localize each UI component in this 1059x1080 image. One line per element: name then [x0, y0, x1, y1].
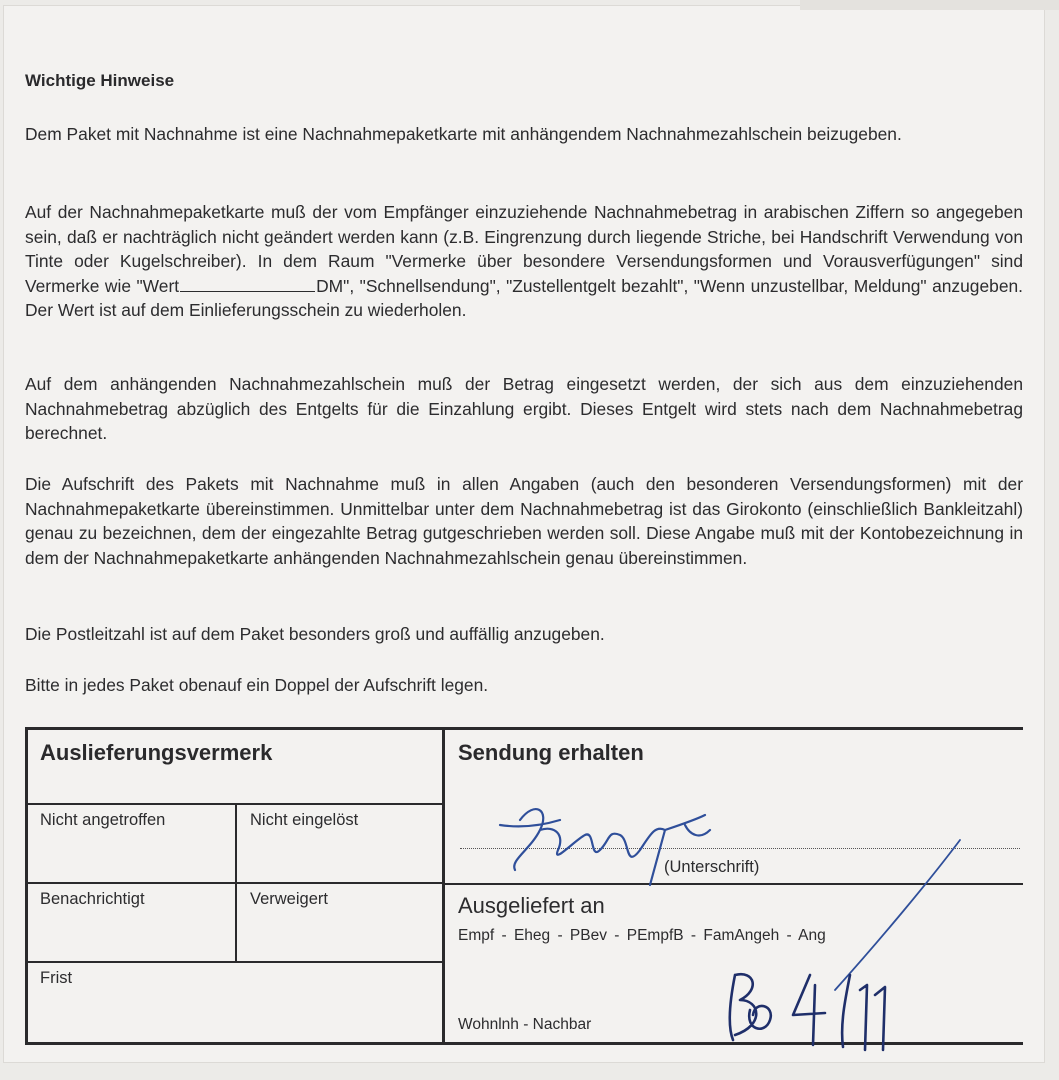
unterschrift-label: (Unterschrift) [664, 858, 760, 876]
paragraph-2-part-2: DM", "Schnellsendung", "Zustellentgelt bezahlt", "Wenn unzustellbar, Meldung" anzugeben. Der Wert ist auf dem Einlieferungsschein zu wiederholen. [25, 275, 1023, 320]
signature-line [460, 848, 1020, 849]
paragraph-5: Die Postleitzahl ist auf dem Paket besonders groß und auffällig anzugeben. [25, 624, 605, 644]
nicht-eingeloest-label: Nicht eingelöst [250, 811, 359, 829]
auslieferungsvermerk-title: Auslieferungsvermerk [40, 740, 273, 765]
wohninh-nachbar-label: Wohnlnh - Nachbar [458, 1016, 592, 1033]
paragraph-1: Dem Paket mit Nachnahme ist eine Nachnahmepaketkarte mit anhängendem Nachnahmezahlschein beizugeben. [25, 124, 902, 144]
wert-blank-line [180, 277, 315, 292]
nicht-angetroffen-label: Nicht angetroffen [40, 811, 166, 829]
paragraph-4: Die Aufschrift des Pakets mit Nachnahme muß in allen Angaben (auch den besonderen Versendungsformen) mit der Nachnahmepaketkarte übereinstimmen. Unmittelbar unter dem Nachnahmebetrag ist das Girokonto (einschließlich Bankleitzahl) genau zu bezeichnen, dem der eingezahlte Betrag gutgeschrieben werden soll. Diese Angabe muß mit der Kontobezeichnung in dem der Nachnahmepaketkarte anhängenden Nachnahmezahlschein genau übereinstimmen. [25, 474, 1023, 568]
ausgeliefert-an-label: Ausgeliefert an [458, 893, 605, 918]
form-left-col-divider [235, 803, 237, 962]
form-top-border [25, 727, 1023, 730]
paragraph-3: Auf dem anhängenden Nachnahmezahlschein muß der Betrag eingesetzt werden, der sich aus dem einzuziehenden Nachnahmebetrag abzüglich des Entgelts für die Einzahlung ergibt. Dieses Entgelt wird stets nach dem Nachnahmebetrag berechnet. [25, 374, 1023, 443]
paragraph-2-part-1: Auf der Nachnahmepaketkarte muß der vom Empfänger einzuziehende Nachnahmebetrag in arabischen Ziffern so angegeben sein, daß er nachträglich nicht geändert werden kann (z.B. Eingrenzung durch liegende Striche, bei Handschrift Verwendung von Tinte oder Kugelschreiber). In dem Raum "Vermerke über besondere Versendungsformen und Vorausverfügungen" sind Vermerke wie "Wert [25, 202, 1023, 296]
paragraph-2 [25, 200, 1023, 323]
form-bottom-border [25, 1042, 1023, 1045]
recipient-options: Empf - Eheg - PBev - PEmpfB - FamAngeh - Ang [458, 927, 826, 944]
form-left-border [25, 727, 28, 1045]
heading-wichtige-hinweise: Wichtige Hinweise [25, 71, 175, 90]
sendung-erhalten-title: Sendung erhalten [458, 740, 644, 765]
form-middle-divider [442, 727, 445, 1045]
benachrichtigt-label: Benachrichtigt [40, 890, 145, 908]
torn-edge [800, 0, 1059, 10]
paragraph-6: Bitte in jedes Paket obenauf ein Doppel der Aufschrift legen. [25, 675, 489, 695]
form-right-row-divider [442, 883, 1023, 885]
frist-label: Frist [40, 969, 73, 987]
verweigert-label: Verweigert [250, 890, 328, 908]
